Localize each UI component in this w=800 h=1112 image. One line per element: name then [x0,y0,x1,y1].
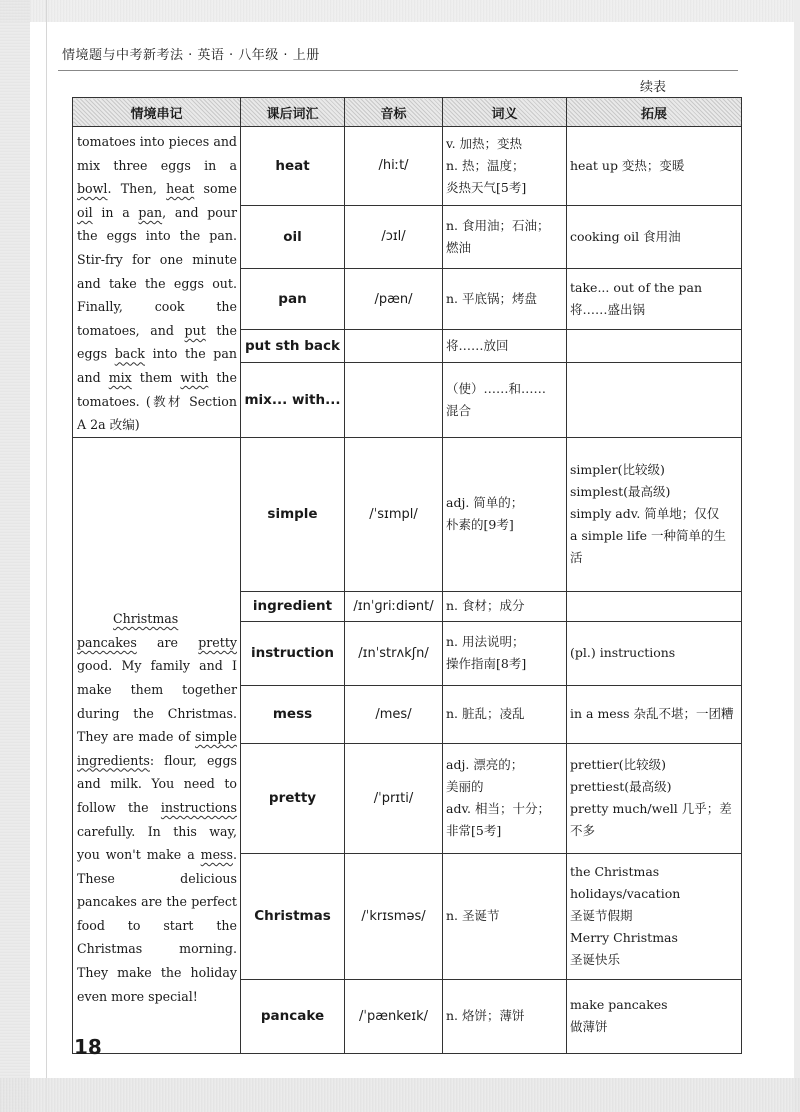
scene-passage-cooking [73,127,241,438]
vocab-phonetic: /ˈprɪti/ [345,743,443,853]
vocab-word: instruction [241,621,345,685]
vocab-meaning [443,330,567,363]
passage-text: carefully. In this way, you won't make a [77,823,237,863]
vocab-table [72,97,742,1054]
vocab-meaning [443,743,567,853]
vocab-phonetic: /ɪnˈstrʌkʃn/ [345,621,443,685]
passage-text: in a [92,204,139,220]
meaning-line: n. 用法说明； [446,634,525,650]
vocab-extension: prettier(比较级) prettiest(最高级) pretty much/well 几乎；差不多 [567,743,742,853]
vocab-extension: make pancakes 做薄饼 [567,979,742,1053]
keyword-ingredients: ingredients [77,752,150,768]
vocab-word: pan [241,269,345,330]
table-row [73,437,742,591]
vocab-extension: simpler(比较级) simplest(最高级) simply adv. 简单地；仅仅 a simple life 一种简单的生活 [567,437,742,591]
vocab-extension [567,591,742,621]
vocab-word: mess [241,685,345,743]
meaning-line: n. 食用油；石油； [446,217,550,233]
meaning-line: （使）……和…… [446,381,547,396]
vocab-extension: (pl.) instructions [567,621,742,685]
vocab-word: simple [241,437,345,591]
column-header-extension: 拓展 [567,98,742,127]
keyword-pretty: pretty [198,634,237,650]
vocab-meaning [443,853,567,979]
passage-text: some [194,181,237,197]
vocab-meaning [443,591,567,621]
column-header-vocab: 课后词汇 [241,98,345,127]
vocab-meaning [443,205,567,268]
passage-text: the tomatoes. (教材 Section A 2a 改编) [77,369,237,433]
vocab-extension: heat up 变热；变暖 [567,127,742,206]
passage-text: them [131,369,181,385]
keyword-pancakes: pancakes [77,634,137,650]
vocab-extension [567,330,742,363]
passage-text: are [136,634,199,650]
passage-text: tomatoes into pieces and mix three eggs in a [77,134,237,173]
meaning-line: 非常[5考] [446,823,502,839]
vocab-phonetic: /ˈkrɪsməs/ [345,853,443,979]
column-header-meaning: 词义 [443,98,567,127]
meaning-line: n. 食材；成分 [446,598,525,614]
vocab-meaning [443,685,567,743]
meaning-line: 燃油 [446,239,472,255]
vocab-word: ingredient [241,591,345,621]
scene-passage-christmas [73,437,241,1053]
keyword-pan: pan [138,204,163,220]
vocab-meaning [443,979,567,1053]
vocab-phonetic: /hiːt/ [345,127,443,206]
scan-edge-right [794,0,800,1112]
meaning-line: 操作指南[8考] [446,656,527,672]
meaning-line: 炎热天气[5考] [446,179,527,195]
vocab-word: put sth back [241,330,345,363]
vocab-phonetic: /ɔɪl/ [345,205,443,268]
vocab-phonetic: /ˈsɪmpl/ [345,437,443,591]
meaning-line: n. 脏乱；凌乱 [446,706,525,722]
vocab-meaning [443,363,567,437]
vocab-phonetic: /pæn/ [345,269,443,330]
keyword-simple: simple [195,729,237,745]
meaning-line: adj. 简单的； [446,495,524,511]
vocab-word: pretty [241,743,345,853]
scan-edge-top [0,0,800,22]
keyword-back: back [114,346,145,362]
keyword-mess: mess [200,847,233,863]
column-header-phonetic: 音标 [345,98,443,127]
table-row [73,127,742,206]
keyword-instructions: instructions [160,799,237,815]
meaning-line: n. 烙饼；薄饼 [446,1008,525,1024]
keyword-put: put [184,322,206,338]
table-header-row [73,98,742,127]
meaning-line: 将……放回 [446,338,509,354]
vocab-word: heat [241,127,345,206]
keyword-with: with [180,369,209,385]
vocab-phonetic [345,330,443,363]
vocab-word: Christmas [241,853,345,979]
column-header-scene: 情境串记 [73,98,241,127]
keyword-mix: mix [108,369,132,385]
meaning-line: 美丽的 [446,779,484,795]
passage-text: the eggs [77,322,237,362]
vocab-extension: take... out of the pan 将……盛出锅 [567,269,742,330]
passage-text: good. My family and I make them together during the Christmas. They are made of [77,658,237,745]
vocab-phonetic: /ˈpænkeɪk/ [345,979,443,1053]
vocab-phonetic: /mes/ [345,685,443,743]
meaning-line: adj. 漂亮的； [446,757,524,773]
running-title: 情境题与中考新考法 · 英语 · 八年级 · 上册 [62,48,320,63]
vocab-extension: cooking oil 食用油 [567,205,742,268]
passage-text: , and pour the eggs into the pan. Stir-fry for one minute and take the eggs out. Finally, cook the tomatoes, and [77,204,237,338]
scan-margin-line [46,0,47,1112]
meaning-line: adv. 相当；十分； [446,801,550,817]
passage-text: : flour, eggs and milk. You need to follow the [77,752,237,815]
vocab-extension: the Christmas holidays/vacation 圣诞节假期 Merry Christmas 圣诞快乐 [567,853,742,979]
keyword-heat: heat [166,181,195,197]
meaning-line: 朴素的[9考] [446,517,514,533]
meaning-line: v. 加热；变热 [446,135,523,151]
vocab-extension: in a mess 杂乱不堪；一团糟 [567,685,742,743]
scan-edge-left [0,0,30,1112]
meaning-line: n. 热；温度； [446,157,525,173]
keyword-christmas: Christmas [113,611,179,627]
vocab-meaning [443,269,567,330]
passage-text: . Then, [107,181,167,197]
vocab-phonetic [345,363,443,437]
continued-label: 续表 [640,80,667,95]
page-number: 18 [74,1035,102,1059]
meaning-line: n. 平底锅；烤盘 [446,291,537,307]
passage-text: into the pan and [77,346,237,385]
keyword-oil: oil [77,204,93,220]
scan-edge-bottom [0,1078,800,1112]
header-rule [58,70,738,71]
vocab-extension [567,363,742,437]
meaning-line: n. 圣诞节 [446,908,500,924]
vocab-meaning [443,437,567,591]
vocab-word: pancake [241,979,345,1053]
passage-text: . These delicious pancakes are the perfect food to start the Christmas morning. They make the holiday even more special! [77,847,237,1004]
vocab-phonetic: /ɪnˈɡriːdiənt/ [345,591,443,621]
vocab-meaning [443,127,567,206]
vocab-word: mix... with... [241,363,345,437]
vocab-meaning [443,621,567,685]
keyword-bowl: bowl [77,181,108,197]
vocab-word: oil [241,205,345,268]
meaning-line: 混合 [446,403,472,418]
